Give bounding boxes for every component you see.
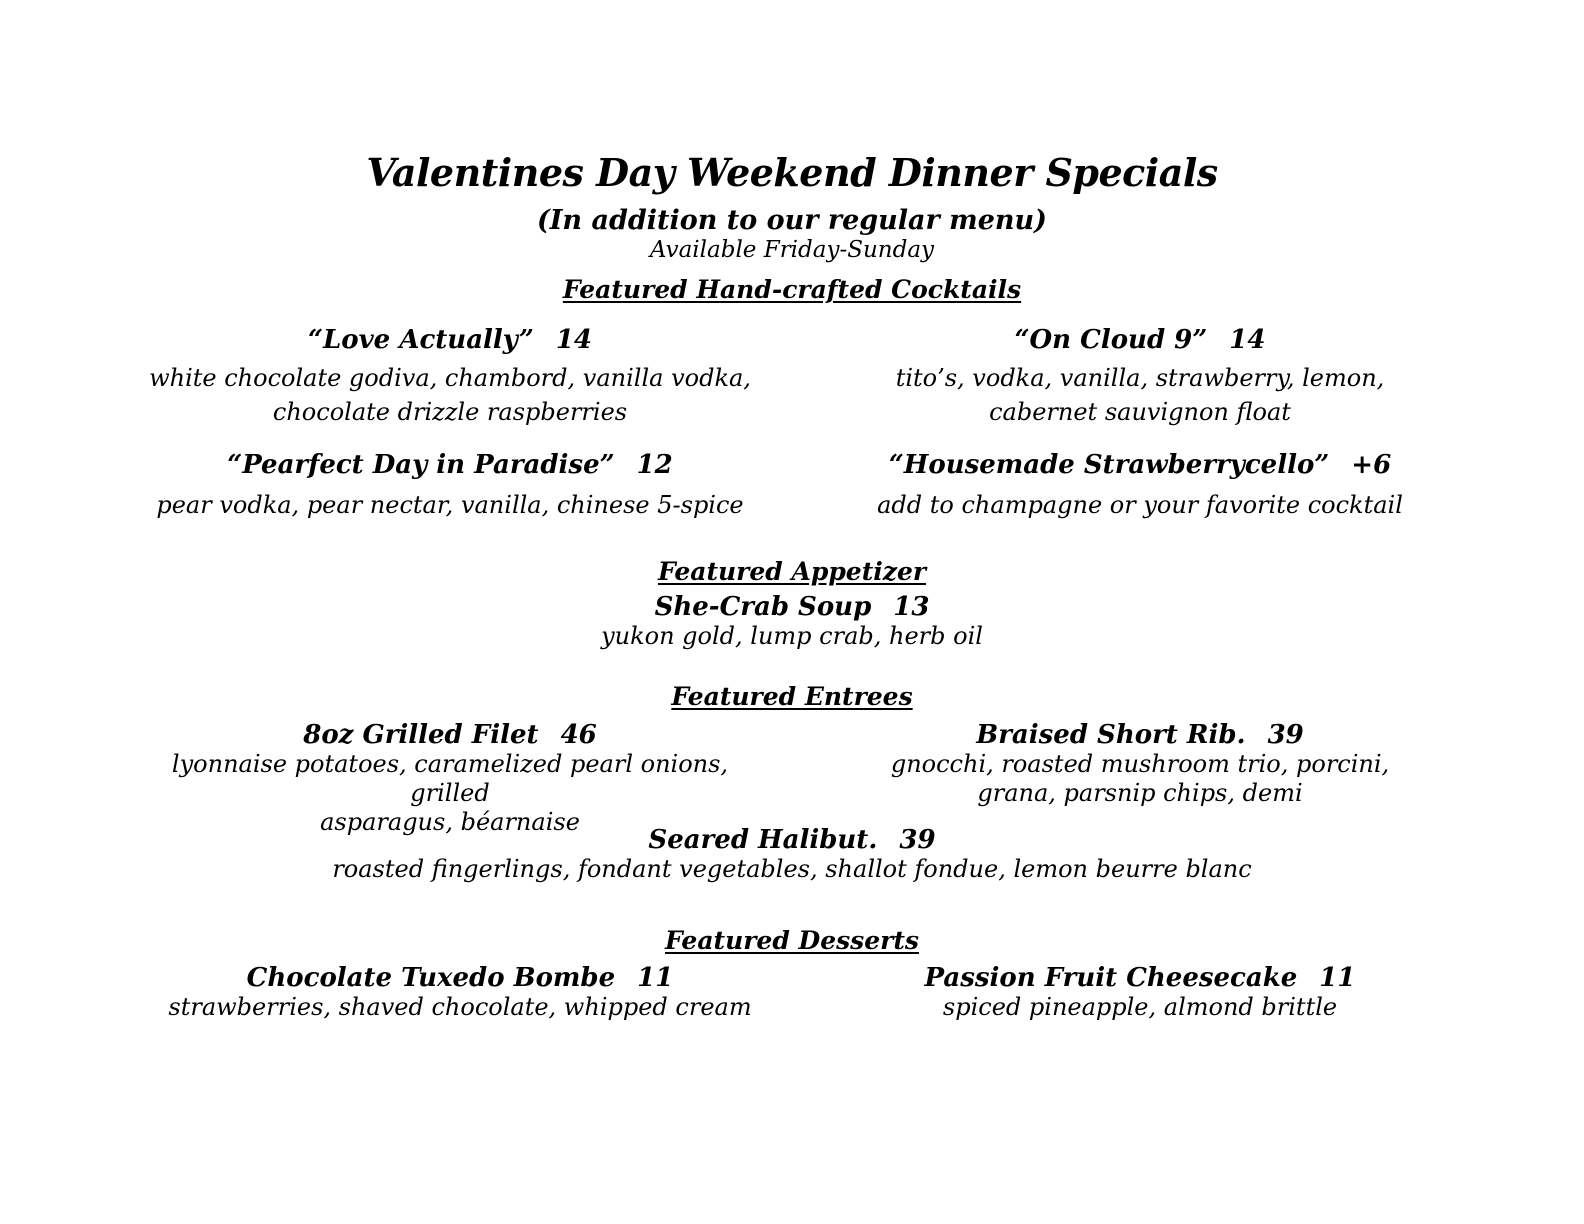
- item-name-row: [130, 720, 770, 750]
- description-line: chocolate drizzle raspberries: [272, 398, 628, 426]
- entrees-heading: Featured Entrees: [671, 682, 913, 711]
- cocktail-pearfect-day: [140, 450, 760, 522]
- description-line: add to champagne or your favorite cocktail: [877, 491, 1403, 519]
- item-name: Chocolate Tuxedo Bombe: [246, 963, 616, 993]
- menu-subtitle: (In addition to our regular menu): [537, 205, 1047, 236]
- item-name-row: [840, 325, 1440, 355]
- item-name: “Pearfect Day in Paradise”: [227, 450, 615, 480]
- item-description: [140, 488, 760, 522]
- item-name-row: [830, 720, 1450, 750]
- item-description: [840, 993, 1440, 1022]
- item-name-row: [140, 325, 760, 355]
- item-name: Braised Short Rib.: [976, 720, 1246, 750]
- description-line: strawberries, shaved chocolate, whipped cream: [168, 993, 752, 1021]
- cocktail-strawberrycello: [840, 450, 1440, 522]
- item-description: [140, 361, 760, 429]
- description-line: spiced pineapple, almond brittle: [942, 993, 1338, 1021]
- item-price: 14: [555, 325, 592, 355]
- description-line: asparagus, béarnaise: [320, 808, 580, 836]
- description-line: roasted fingerlings, fondant vegetables, shallot fondue, lemon beurre blanc: [332, 855, 1252, 883]
- entree-grilled-filet: [130, 720, 770, 837]
- description-line: lyonnaise potatoes, caramelized pearl onions, grilled: [171, 750, 729, 807]
- item-name: 8oz Grilled Filet: [303, 720, 539, 750]
- menu-title: Valentines Day Weekend Dinner Specials: [366, 150, 1218, 195]
- item-name: “Love Actually”: [308, 325, 534, 355]
- item-name: Passion Fruit Cheesecake: [924, 963, 1298, 993]
- entree-seared-halibut: [0, 825, 1584, 884]
- item-price: 11: [1319, 963, 1356, 993]
- description-line: cabernet sauvignon float: [989, 398, 1291, 426]
- cocktail-on-cloud-9: [840, 325, 1440, 429]
- appetizer-heading: Featured Appetizer: [657, 557, 927, 586]
- item-description: [0, 622, 1584, 651]
- item-price: 11: [637, 963, 674, 993]
- item-name: She-Crab Soup: [654, 592, 872, 622]
- item-price: 39: [1267, 720, 1304, 750]
- item-description: [840, 488, 1440, 522]
- desserts-heading: Featured Desserts: [665, 926, 919, 955]
- description-line: grana, parsnip chips, demi: [977, 779, 1303, 807]
- entree-short-rib: [830, 720, 1450, 808]
- item-description: [150, 993, 770, 1022]
- item-name-row: [0, 592, 1584, 622]
- item-name-row: [0, 825, 1584, 855]
- description-line: yukon gold, lump crab, herb oil: [601, 622, 983, 650]
- item-description: [130, 750, 770, 837]
- item-name-row: [140, 450, 760, 480]
- item-name-row: [840, 963, 1440, 993]
- description-line: pear vodka, pear nectar, vanilla, chinese 5-spice: [156, 491, 744, 519]
- item-name: “Housemade Strawberrycello”: [888, 450, 1330, 480]
- item-price: 12: [636, 450, 673, 480]
- item-price: 14: [1229, 325, 1266, 355]
- item-description: [840, 361, 1440, 429]
- item-description: [830, 750, 1450, 808]
- item-price: 39: [899, 825, 936, 855]
- description-line: tito’s, vodka, vanilla, strawberry, lemon,: [895, 364, 1385, 392]
- cocktails-heading: Featured Hand-crafted Cocktails: [562, 275, 1022, 304]
- item-price: 46: [560, 720, 597, 750]
- item-name-row: [840, 450, 1440, 480]
- dessert-passion-fruit-cheesecake: [840, 963, 1440, 1022]
- availability-note: Available Friday-Sunday: [649, 237, 935, 263]
- item-price: 13: [893, 592, 930, 622]
- dessert-tuxedo-bombe: [150, 963, 770, 1022]
- item-name-row: [150, 963, 770, 993]
- item-name: Seared Halibut.: [648, 825, 878, 855]
- cocktail-love-actually: [140, 325, 760, 429]
- appetizer-she-crab-soup: [0, 592, 1584, 651]
- item-price: +6: [1351, 450, 1392, 480]
- item-description: [0, 855, 1584, 884]
- description-line: gnocchi, roasted mushroom trio, porcini,: [890, 750, 1390, 778]
- description-line: white chocolate godiva, chambord, vanilla vodka,: [149, 364, 751, 392]
- item-name: “On Cloud 9”: [1014, 325, 1208, 355]
